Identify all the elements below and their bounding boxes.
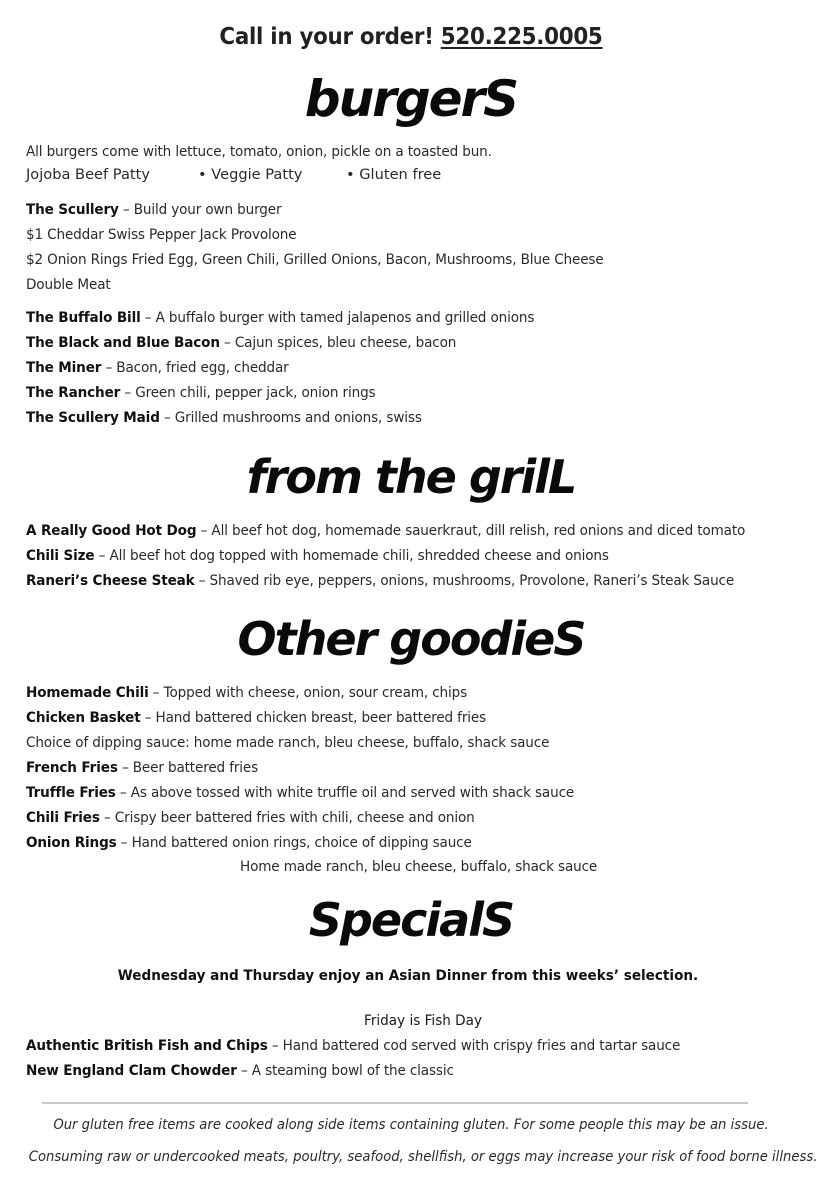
item-name: French Fries xyxy=(26,759,118,776)
item-desc: – Build your own burger xyxy=(118,201,282,218)
call-text: Call in your order! xyxy=(219,24,434,50)
item-desc: – Cajun spices, bleu cheese, bacon xyxy=(219,334,457,351)
item-name: The Buffalo Bill xyxy=(26,309,141,326)
item-name: A Really Good Hot Dog xyxy=(26,522,197,539)
item-desc: – Hand battered onion rings, choice of dipping sauce xyxy=(116,834,472,851)
item-desc: – Hand battered chicken breast, beer battered fries xyxy=(140,709,487,726)
addon-tier-3: Double Meat xyxy=(26,276,111,293)
menu-item xyxy=(26,547,609,564)
onion-rings-sauces: Home made ranch, bleu cheese, buffalo, shack sauce xyxy=(240,858,598,875)
item-desc: – Crispy beer battered fries with chili, cheese and onion xyxy=(99,809,475,826)
menu-item xyxy=(26,1062,454,1079)
menu-item xyxy=(26,784,574,801)
phone-number-link[interactable]: 520.225.0005 xyxy=(440,24,603,50)
item-desc: – A steaming bowl of the classic xyxy=(236,1062,454,1079)
menu-item xyxy=(26,359,289,376)
item-desc: – Shaved rib eye, peppers, onions, mushrooms, Provolone, Raneri’s Steak Sauce xyxy=(194,572,735,589)
item-name: The Scullery Maid xyxy=(26,409,160,426)
asian-dinner-note: Wednesday and Thursday enjoy an Asian Dinner from this weeks’ selection. xyxy=(117,967,699,984)
menu-item xyxy=(26,409,422,426)
menu-item xyxy=(26,834,472,851)
footer-divider xyxy=(42,1102,748,1104)
item-desc: – Topped with cheese, onion, sour cream, chips xyxy=(148,684,468,701)
raw-food-warning: Consuming raw or undercooked meats, poultry, seafood, shellfish, or eggs may increase your risk of food borne illness. xyxy=(28,1149,818,1165)
item-name: The Black and Blue Bacon xyxy=(26,334,220,351)
item-desc: – Bacon, fried egg, cheddar xyxy=(101,359,289,376)
item-name: Homemade Chili xyxy=(26,684,149,701)
menu-item xyxy=(26,384,375,401)
menu-item xyxy=(26,759,258,776)
patty-option: Jojoba Beef Patty xyxy=(26,166,150,183)
burgers-intro: All burgers come with lettuce, tomato, onion, pickle on a toasted bun. xyxy=(26,143,492,160)
addon-tier-1: $1 Cheddar Swiss Pepper Jack Provolone xyxy=(26,226,297,243)
menu-item xyxy=(26,522,745,539)
item-desc: – All beef hot dog, homemade sauerkraut, dill relish, red onions and diced tomato xyxy=(196,522,746,539)
menu-item xyxy=(26,201,281,218)
item-desc: – All beef hot dog topped with homemade chili, shredded cheese and onions xyxy=(94,547,609,564)
item-name: Chili Fries xyxy=(26,809,100,826)
item-desc: – As above tossed with white truffle oil and served with shack sauce xyxy=(115,784,575,801)
menu-item xyxy=(26,334,456,351)
dipping-sauce-note: Choice of dipping sauce: home made ranch, bleu cheese, buffalo, shack sauce xyxy=(26,734,550,751)
addon-tier-2: $2 Onion Rings Fried Egg, Green Chili, Grilled Onions, Bacon, Mushrooms, Blue Cheese xyxy=(26,251,604,268)
item-name: The Scullery xyxy=(26,201,119,218)
item-desc: – Grilled mushrooms and onions, swiss xyxy=(159,409,422,426)
menu-item xyxy=(26,684,467,701)
item-name: Chili Size xyxy=(26,547,95,564)
grill-heading: from the grilL xyxy=(246,450,576,504)
gluten-notice: Our gluten free items are cooked along side items containing gluten. For some people this may be an issue. xyxy=(53,1117,769,1133)
menu-item xyxy=(26,309,534,326)
item-name: Authentic British Fish and Chips xyxy=(26,1037,268,1054)
item-name: New England Clam Chowder xyxy=(26,1062,237,1079)
item-name: Onion Rings xyxy=(26,834,117,851)
patty-option: • Veggie Patty xyxy=(198,166,303,183)
item-name: Raneri’s Cheese Steak xyxy=(26,572,195,589)
item-desc: – Green chili, pepper jack, onion rings xyxy=(120,384,376,401)
item-name: Chicken Basket xyxy=(26,709,141,726)
specials-heading: SpecialS xyxy=(308,893,514,947)
menu-item xyxy=(26,709,486,726)
burgers-heading: burgerS xyxy=(304,70,518,128)
item-name: Truffle Fries xyxy=(26,784,116,801)
item-name: The Rancher xyxy=(26,384,121,401)
item-name: The Miner xyxy=(26,359,102,376)
call-in-order-header xyxy=(29,24,793,50)
menu-item xyxy=(26,809,475,826)
fish-day-note: Friday is Fish Day xyxy=(364,1012,482,1029)
patty-option: • Gluten free xyxy=(346,166,442,183)
goodies-heading: Other goodieS xyxy=(237,612,585,666)
item-desc: – Beer battered fries xyxy=(117,759,259,776)
item-desc: – A buffalo burger with tamed jalapenos and grilled onions xyxy=(140,309,535,326)
item-desc: – Hand battered cod served with crispy fries and tartar sauce xyxy=(267,1037,681,1054)
menu-item xyxy=(26,1037,680,1054)
menu-item xyxy=(26,572,734,589)
